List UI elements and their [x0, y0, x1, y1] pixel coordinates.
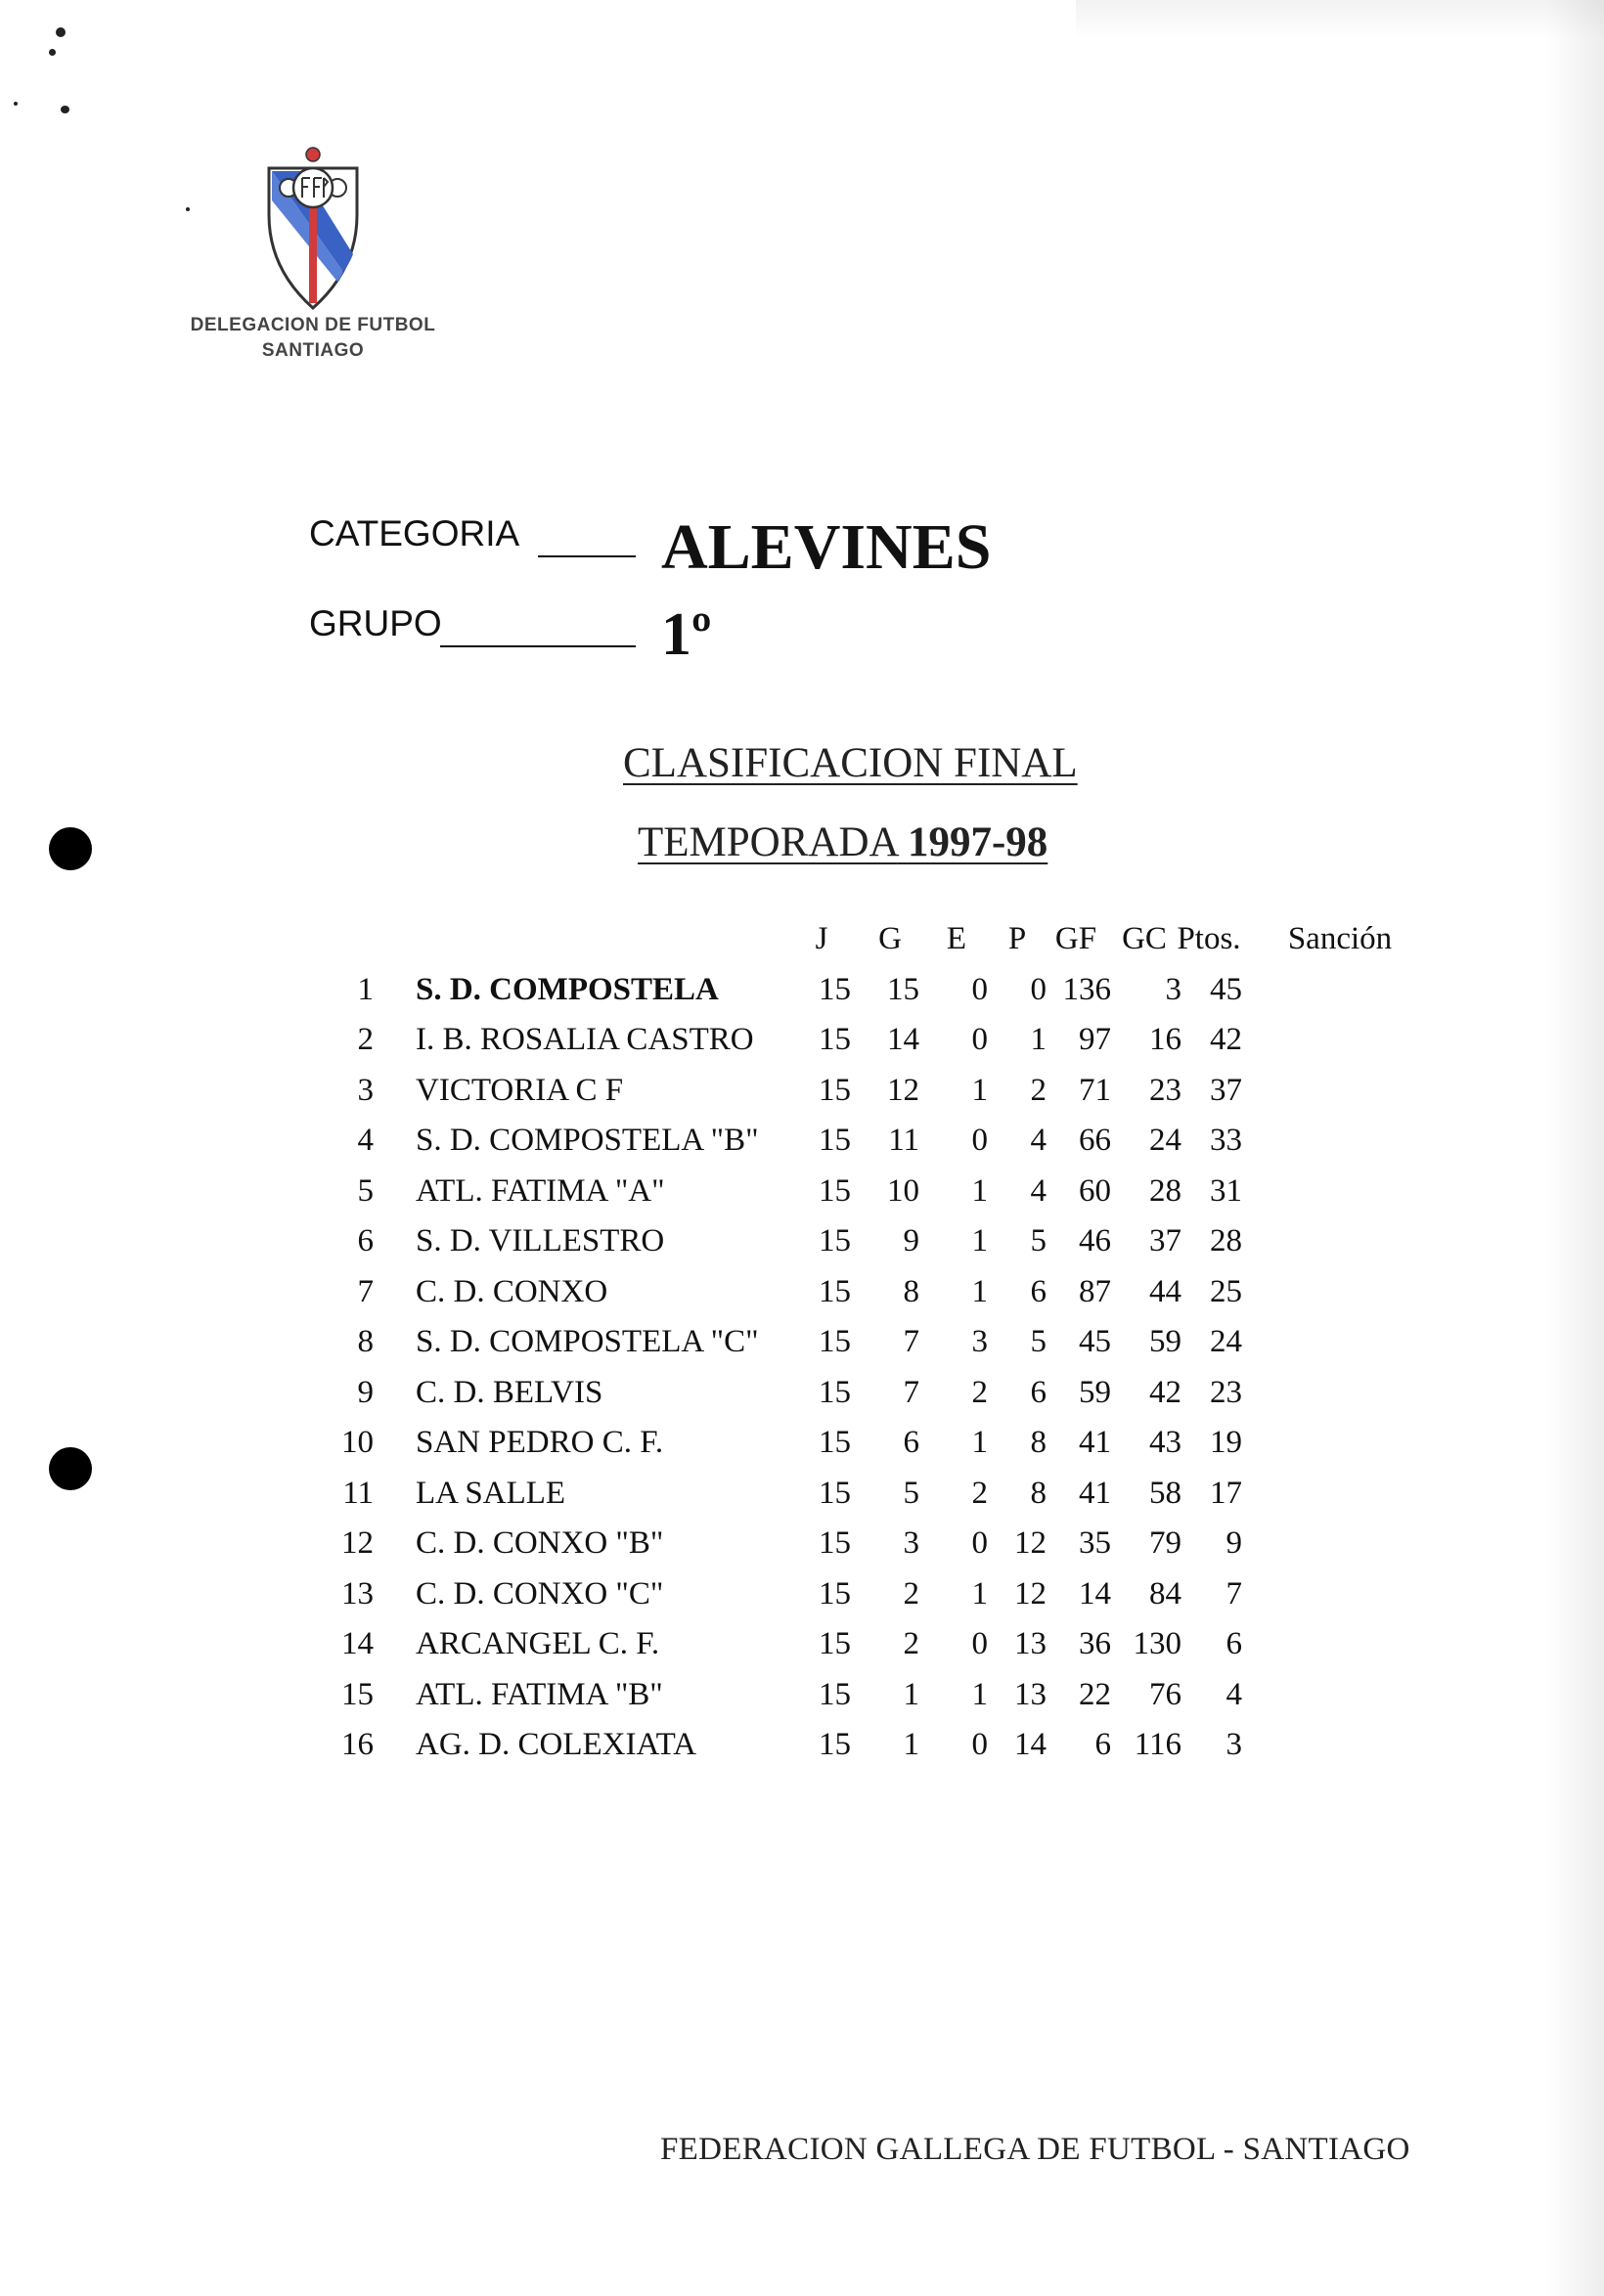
position-cell: 9 [357, 1374, 374, 1410]
lost-cell: 12 [1014, 1525, 1047, 1561]
points-cell: 45 [1210, 971, 1242, 1007]
goals-against-cell: 42 [1149, 1374, 1181, 1410]
drawn-cell: 1 [971, 1575, 988, 1612]
drawn-cell: 3 [971, 1324, 988, 1359]
goals-for-cell: 41 [1079, 1425, 1111, 1460]
lost-cell: 0 [1030, 971, 1047, 1007]
played-cell: 15 [819, 1072, 851, 1108]
col-header-p: P [1007, 921, 1027, 956]
team-name-cell: LA SALLE [416, 1475, 566, 1511]
goals-against-cell: 43 [1149, 1425, 1181, 1460]
drawn-cell: 1 [971, 1676, 988, 1712]
points-cell: 23 [1210, 1374, 1242, 1410]
played-cell: 15 [819, 1223, 851, 1258]
drawn-cell: 0 [971, 1727, 988, 1762]
goals-against-cell: 44 [1149, 1273, 1181, 1309]
logo-text-line1: DELEGACION DE FUTBOL [190, 315, 436, 335]
season-line [638, 818, 1047, 866]
classification-title: CLASIFICACION FINAL [623, 740, 1078, 786]
goals-against-cell: 59 [1149, 1324, 1181, 1359]
scan-speck [14, 102, 18, 106]
played-cell: 15 [819, 1123, 851, 1158]
goals-for-cell: 97 [1079, 1022, 1111, 1057]
won-cell: 14 [887, 1022, 919, 1057]
points-cell: 24 [1210, 1324, 1242, 1359]
team-name-cell: S. D. VILLESTRO [416, 1223, 665, 1258]
goals-against-cell: 84 [1149, 1575, 1181, 1612]
points-cell: 7 [1225, 1575, 1242, 1612]
punch-hole [49, 827, 92, 870]
team-name-cell: S. D. COMPOSTELA "C" [416, 1324, 759, 1359]
points-cell: 25 [1210, 1273, 1242, 1309]
points-cell: 3 [1225, 1727, 1242, 1762]
points-cell: 19 [1210, 1425, 1242, 1460]
points-cell: 31 [1210, 1172, 1242, 1209]
col-header-sancion: Sanción [1287, 921, 1393, 956]
position-cell: 11 [342, 1475, 374, 1511]
won-cell: 7 [903, 1374, 919, 1410]
won-cell: 9 [903, 1223, 919, 1258]
played-cell: 15 [819, 1273, 851, 1309]
points-cell: 28 [1210, 1223, 1242, 1258]
lost-cell: 4 [1030, 1123, 1047, 1158]
scan-speck [49, 49, 56, 56]
team-name-cell: ARCANGEL C. F. [416, 1626, 660, 1661]
page-top-shadow [1076, 0, 1604, 39]
won-cell: 7 [903, 1324, 919, 1359]
lost-cell: 6 [1030, 1374, 1047, 1410]
won-cell: 6 [903, 1425, 919, 1460]
goals-against-cell: 37 [1149, 1223, 1181, 1258]
won-cell: 10 [887, 1172, 919, 1209]
lost-cell: 2 [1030, 1072, 1047, 1108]
position-cell: 14 [341, 1626, 374, 1661]
team-name-cell: I. B. ROSALIA CASTRO [416, 1022, 754, 1057]
won-cell: 3 [903, 1525, 919, 1561]
goals-for-cell: 14 [1079, 1575, 1111, 1612]
lost-cell: 4 [1030, 1172, 1047, 1209]
position-cell: 13 [341, 1575, 374, 1612]
goals-for-cell: 6 [1094, 1727, 1111, 1762]
team-name-cell: C. D. CONXO [416, 1273, 608, 1309]
drawn-cell: 1 [971, 1425, 988, 1460]
season-label: TEMPORADA [638, 819, 898, 865]
goals-against-cell: 3 [1165, 971, 1181, 1007]
points-cell: 33 [1210, 1123, 1242, 1158]
punch-hole [49, 1447, 92, 1490]
grupo-label: GRUPO [309, 603, 442, 643]
goals-for-cell: 136 [1062, 971, 1111, 1007]
points-cell: 42 [1210, 1022, 1242, 1057]
col-header-e: E [946, 921, 967, 956]
categoria-rule [538, 555, 636, 557]
goals-against-cell: 58 [1149, 1475, 1181, 1511]
position-cell: 2 [357, 1022, 374, 1057]
played-cell: 15 [819, 1374, 851, 1410]
drawn-cell: 0 [971, 971, 988, 1007]
team-name-cell: C. D. BELVIS [416, 1374, 603, 1410]
goals-against-cell: 76 [1149, 1676, 1181, 1712]
goals-for-cell: 87 [1079, 1273, 1111, 1309]
won-cell: 15 [887, 971, 919, 1007]
played-cell: 15 [819, 1324, 851, 1359]
col-header-g: G [878, 921, 902, 956]
goals-for-cell: 22 [1079, 1676, 1111, 1712]
team-name-cell: VICTORIA C F [416, 1072, 624, 1108]
federation-logo [186, 147, 440, 364]
position-cell: 10 [341, 1425, 374, 1460]
position-cell: 4 [357, 1123, 374, 1158]
won-cell: 1 [903, 1676, 919, 1712]
goals-against-cell: 28 [1149, 1172, 1181, 1209]
goals-for-cell: 60 [1079, 1172, 1111, 1209]
col-header-pts: Ptos. [1177, 921, 1241, 956]
points-cell: 9 [1225, 1525, 1242, 1561]
played-cell: 15 [819, 1575, 851, 1612]
position-cell: 12 [341, 1525, 374, 1561]
goals-against-cell: 130 [1133, 1626, 1181, 1661]
points-cell: 17 [1210, 1475, 1242, 1511]
goals-against-cell: 16 [1149, 1022, 1181, 1057]
goals-for-cell: 71 [1079, 1072, 1111, 1108]
goals-against-cell: 116 [1134, 1727, 1181, 1762]
lost-cell: 5 [1030, 1324, 1047, 1359]
team-name-cell: C. D. CONXO "B" [416, 1525, 664, 1561]
col-header-j: J [815, 921, 828, 956]
grupo-rule [440, 645, 636, 647]
drawn-cell: 2 [971, 1475, 988, 1511]
logo-text-line2: SANTIAGO [261, 340, 365, 361]
team-name-cell: S. D. COMPOSTELA "B" [416, 1123, 759, 1158]
won-cell: 12 [887, 1072, 919, 1108]
lost-cell: 1 [1030, 1022, 1047, 1057]
played-cell: 15 [819, 1022, 851, 1057]
played-cell: 15 [819, 1727, 851, 1762]
team-name-cell: AG. D. COLEXIATA [416, 1727, 696, 1762]
grupo-value: 1º [661, 601, 712, 668]
lost-cell: 12 [1014, 1575, 1047, 1612]
lost-cell: 8 [1030, 1425, 1047, 1460]
position-cell: 1 [357, 971, 374, 1007]
drawn-cell: 0 [971, 1626, 988, 1661]
goals-for-cell: 41 [1079, 1475, 1111, 1511]
points-cell: 4 [1225, 1676, 1242, 1712]
won-cell: 11 [888, 1123, 919, 1158]
team-name-cell: S. D. COMPOSTELA [416, 971, 719, 1007]
points-cell: 37 [1210, 1072, 1242, 1108]
goals-for-cell: 59 [1079, 1374, 1111, 1410]
won-cell: 8 [903, 1273, 919, 1309]
categoria-label: CATEGORIA [309, 513, 520, 553]
points-cell: 6 [1225, 1626, 1242, 1661]
goals-for-cell: 36 [1079, 1626, 1111, 1661]
crest-icon [259, 147, 367, 313]
goals-for-cell: 35 [1079, 1525, 1111, 1561]
team-name-cell: SAN PEDRO C. F. [416, 1425, 664, 1460]
lost-cell: 14 [1014, 1727, 1047, 1762]
lost-cell: 13 [1014, 1676, 1047, 1712]
drawn-cell: 1 [971, 1223, 988, 1258]
team-name-cell: ATL. FATIMA "B" [416, 1676, 663, 1712]
lost-cell: 8 [1030, 1475, 1047, 1511]
team-name-cell: ATL. FATIMA "A" [416, 1172, 665, 1209]
goals-against-cell: 24 [1149, 1123, 1181, 1158]
won-cell: 2 [903, 1626, 919, 1661]
categoria-value: ALEVINES [661, 511, 992, 583]
position-cell: 15 [341, 1676, 374, 1712]
scan-speck [61, 106, 69, 113]
goals-against-cell: 79 [1149, 1525, 1181, 1561]
lost-cell: 5 [1030, 1223, 1047, 1258]
team-name-cell: C. D. CONXO "C" [416, 1575, 664, 1612]
played-cell: 15 [819, 971, 851, 1007]
goals-for-cell: 46 [1079, 1223, 1111, 1258]
won-cell: 1 [903, 1727, 919, 1762]
page-edge-shadow [1545, 0, 1604, 2296]
position-cell: 5 [357, 1172, 374, 1209]
drawn-cell: 2 [971, 1374, 988, 1410]
position-cell: 16 [341, 1727, 374, 1762]
won-cell: 5 [903, 1475, 919, 1511]
played-cell: 15 [819, 1525, 851, 1561]
goals-for-cell: 45 [1079, 1324, 1111, 1359]
lost-cell: 6 [1030, 1273, 1047, 1309]
played-cell: 15 [819, 1626, 851, 1661]
won-cell: 2 [903, 1575, 919, 1612]
col-header-gc: GC [1122, 921, 1167, 956]
goals-for-cell: 66 [1079, 1123, 1111, 1158]
played-cell: 15 [819, 1676, 851, 1712]
drawn-cell: 0 [971, 1525, 988, 1561]
drawn-cell: 0 [971, 1022, 988, 1057]
drawn-cell: 1 [971, 1072, 988, 1108]
played-cell: 15 [819, 1172, 851, 1209]
drawn-cell: 0 [971, 1123, 988, 1158]
season-value: 1997-98 [907, 819, 1048, 865]
position-cell: 7 [357, 1273, 374, 1309]
drawn-cell: 1 [971, 1172, 988, 1209]
drawn-cell: 1 [971, 1273, 988, 1309]
col-header-gf: GF [1054, 921, 1097, 956]
lost-cell: 13 [1014, 1626, 1047, 1661]
played-cell: 15 [819, 1475, 851, 1511]
position-cell: 6 [357, 1223, 374, 1258]
position-cell: 8 [357, 1324, 374, 1359]
played-cell: 15 [819, 1425, 851, 1460]
position-cell: 3 [357, 1072, 374, 1108]
scan-speck [56, 27, 66, 37]
goals-against-cell: 23 [1149, 1072, 1181, 1108]
footer-text: FEDERACION GALLEGA DE FUTBOL - SANTIAGO [660, 2132, 1410, 2167]
